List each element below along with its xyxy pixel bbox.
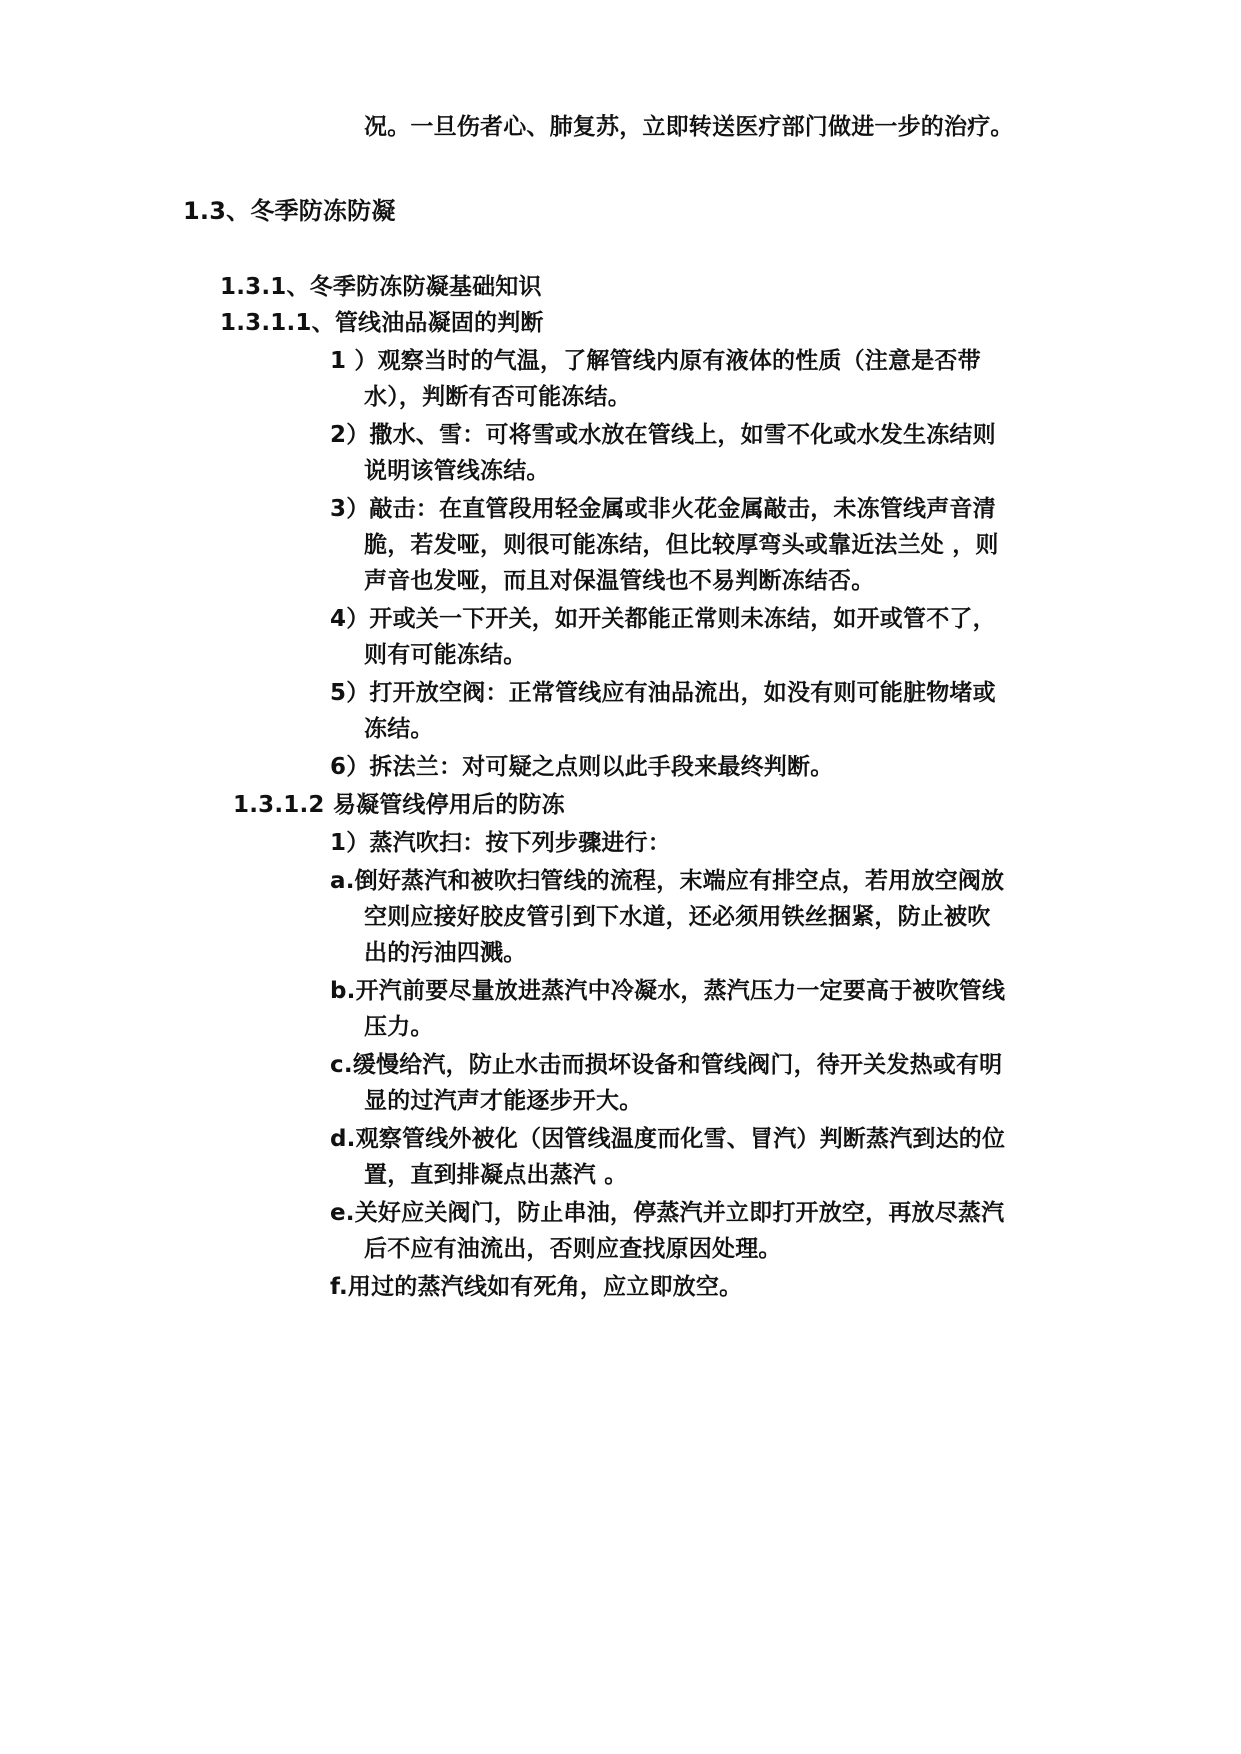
section-heading-1-3-1: 1.3.1、冬季防冻防凝基础知识 (220, 274, 542, 300)
steam-item-d-line-1: d.观察管线外被化（因管线温度而化雪、冒汽）判断蒸汽到达的位 (330, 1126, 1006, 1152)
steam-item-e-line-1: e.关好应关阀门，防止串油，停蒸汽并立即打开放空，再放尽蒸汽 (330, 1200, 1005, 1226)
judge-item-1-line-2: 水），判断有否可能冻结。 (364, 384, 631, 410)
steam-item-f-line-1: f.用过的蒸汽线如有死角，应立即放空。 (330, 1274, 743, 1300)
judge-item-6-line-1: 6）拆法兰：对可疑之点则以此手段来最终判断。 (330, 754, 834, 780)
steam-item-a-line-3: 出的污油四溅。 (364, 940, 527, 966)
judge-item-1-line-1: 1 ）观察当时的气温，了解管线内原有液体的性质（注意是否带 (330, 348, 981, 374)
section-heading-1-3: 1.3、冬季防冻防凝 (183, 197, 396, 225)
judge-item-4-line-1: 4）开或关一下开关，如开关都能正常则未冻结，如开或管不了， (330, 606, 996, 632)
judge-item-4-line-2: 则有可能冻结。 (364, 642, 527, 668)
judge-item-3-line-3: 声音也发哑，而且对保温管线也不易判断冻结否。 (364, 568, 875, 594)
judge-item-3-line-2: 脆，若发哑，则很可能冻结，但比较厚弯头或靠近法兰处 ，则 (364, 532, 999, 558)
steam-item-a-line-1: a.倒好蒸汽和被吹扫管线的流程，末端应有排空点，若用放空阀放 (330, 868, 1005, 894)
steam-item-d-line-2: 置，直到排凝点出蒸汽 。 (364, 1162, 628, 1188)
steam-item-b-line-1: b.开汽前要尽量放进蒸汽中冷凝水，蒸汽压力一定要高于被吹管线 (330, 978, 1006, 1004)
judge-item-3-line-1: 3）敲击：在直管段用轻金属或非火花金属敲击，未冻管线声音清 (330, 496, 996, 522)
section-heading-1-3-1-2: 1.3.1.2 易凝管线停用后的防冻 (233, 792, 565, 818)
judge-item-5-line-2: 冻结。 (364, 716, 434, 742)
steam-item-b-line-2: 压力。 (364, 1014, 434, 1040)
steam-item-e-line-2: 后不应有油流出，否则应查找原因处理。 (364, 1236, 782, 1262)
judge-item-5-line-1: 5）打开放空阀：正常管线应有油品流出，如没有则可能脏物堵或 (330, 680, 996, 706)
judge-item-2-line-1: 2）撒水、雪：可将雪或水放在管线上，如雪不化或水发生冻结则 (330, 422, 996, 448)
continuation-text: 况。一旦伤者心、肺复苏，立即转送医疗部门做进一步的治疗。 (364, 114, 1014, 140)
steam-intro: 1）蒸汽吹扫：按下列步骤进行： (330, 830, 672, 856)
steam-item-a-line-2: 空则应接好胶皮管引到下水道，还必须用铁丝捆紧，防止被吹 (364, 904, 991, 930)
steam-item-c-line-2: 显的过汽声才能逐步开大。 (364, 1088, 643, 1114)
judge-item-2-line-2: 说明该管线冻结。 (364, 458, 550, 484)
steam-item-c-line-1: c.缓慢给汽，防止水击而损坏设备和管线阀门，待开关发热或有明 (330, 1052, 1003, 1078)
section-heading-1-3-1-1: 1.3.1.1、管线油品凝固的判断 (220, 310, 544, 336)
